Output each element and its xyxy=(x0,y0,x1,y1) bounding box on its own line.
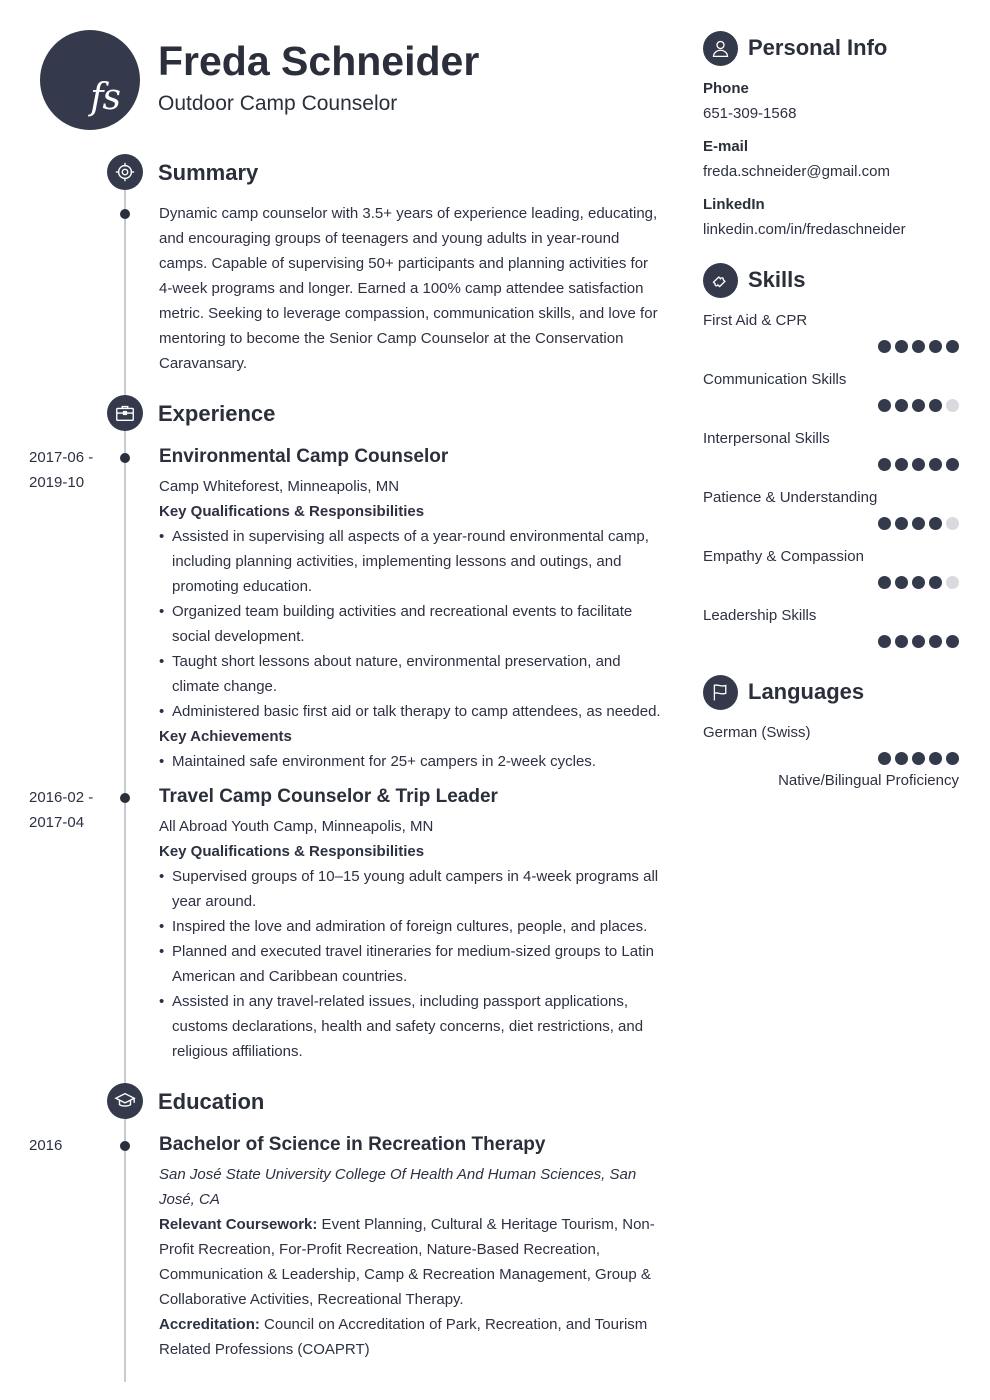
skill-rating xyxy=(878,399,959,412)
rating-dot-filled xyxy=(912,635,925,648)
accreditation-label: Accreditation: xyxy=(159,1316,260,1333)
graduation-cap-icon xyxy=(107,1083,143,1119)
email-label: E-mail xyxy=(703,138,749,155)
timeline-dot xyxy=(120,453,130,463)
email-value: freda.schneider@gmail.com xyxy=(703,163,890,180)
job-date: 2017-06 - 2019-10 xyxy=(29,449,94,491)
skill-name: Communication Skills xyxy=(703,371,847,388)
skill-rating xyxy=(878,517,959,530)
accreditation xyxy=(159,1312,664,1362)
personal-info-heading: Personal Info xyxy=(748,35,888,60)
puzzle-icon xyxy=(703,263,738,298)
summary-heading: Summary xyxy=(158,160,259,185)
rating-dot-filled xyxy=(895,458,908,471)
list-item: • Administered basic first aid or talk therapy to camp attendees, as needed. xyxy=(159,699,664,724)
skill-rating xyxy=(878,576,959,589)
timeline-dot xyxy=(120,1141,130,1151)
rating-dot-filled xyxy=(912,576,925,589)
rating-dot-filled xyxy=(929,517,942,530)
rating-dot-filled xyxy=(946,340,959,353)
candidate-name: Freda Schneider xyxy=(158,38,480,84)
avatar xyxy=(40,30,140,130)
list-item: • Maintained safe environment for 25+ campers in 2-week cycles. xyxy=(159,749,664,774)
rating-dot-filled xyxy=(929,752,942,765)
phone-value: 651-309-1568 xyxy=(703,105,797,122)
coursework xyxy=(159,1212,664,1312)
rating-dot-filled xyxy=(929,399,942,412)
rating-dot-filled xyxy=(895,399,908,412)
list-item: • Taught short lessons about nature, environmental preservation, and climate change. xyxy=(159,649,664,699)
education-details xyxy=(159,1162,664,1362)
experience-heading: Experience xyxy=(158,401,276,426)
rating-dot-filled xyxy=(878,458,891,471)
user-icon xyxy=(703,31,738,66)
skill-rating xyxy=(878,458,959,471)
rating-dot-filled xyxy=(912,340,925,353)
timeline-dot xyxy=(120,793,130,803)
job-details xyxy=(159,814,664,1064)
skill-name: Interpersonal Skills xyxy=(703,430,830,447)
language-proficiency: Native/Bilingual Proficiency xyxy=(778,772,959,789)
rating-dot-filled xyxy=(912,458,925,471)
skill-rating xyxy=(878,340,959,353)
job-title: Travel Camp Counselor & Trip Leader xyxy=(159,786,498,807)
education-heading: Education xyxy=(158,1089,265,1114)
linkedin-value: linkedin.com/in/fredaschneider xyxy=(703,221,906,238)
rating-dot-filled xyxy=(895,752,908,765)
rating-dot-filled xyxy=(878,635,891,648)
skill-name: Empathy & Compassion xyxy=(703,548,864,565)
rating-dot-filled xyxy=(895,517,908,530)
list-item: • Inspired the love and admiration of foreign cultures, people, and places. xyxy=(159,914,664,939)
briefcase-icon xyxy=(107,395,143,431)
skills-heading: Skills xyxy=(748,267,806,292)
language-rating xyxy=(878,752,959,765)
rating-dot-filled xyxy=(929,635,942,648)
skill-name: Leadership Skills xyxy=(703,607,817,624)
qualifications-heading: Key Qualifications & Responsibilities xyxy=(159,503,425,520)
timeline-line xyxy=(124,170,126,1382)
responsibilities-list xyxy=(159,864,664,1064)
rating-dot-filled xyxy=(895,635,908,648)
flag-icon xyxy=(703,675,738,710)
job-company: Camp Whiteforest, Minneapolis, MN xyxy=(159,478,400,495)
rating-dot-filled xyxy=(946,635,959,648)
rating-dot-empty xyxy=(946,399,959,412)
rating-dot-filled xyxy=(929,576,942,589)
list-item: • Assisted in any travel-related issues, including passport applications, customs declarations, health and safety concerns, diet restrictions, and religious affiliations. xyxy=(159,989,664,1064)
coursework-label: Relevant Coursework: xyxy=(159,1216,318,1233)
job-company: All Abroad Youth Camp, Minneapolis, MN xyxy=(159,818,434,835)
rating-dot-empty xyxy=(946,517,959,530)
rating-dot-filled xyxy=(912,517,925,530)
achievements-list xyxy=(159,749,664,774)
accreditation-text: Council on Accreditation of Park, Recreation, and Tourism Related Professions (COAPRT) xyxy=(159,1316,648,1358)
education-date: 2016 xyxy=(29,1137,63,1154)
rating-dot-empty xyxy=(946,576,959,589)
rating-dot-filled xyxy=(878,340,891,353)
rating-dot-filled xyxy=(878,399,891,412)
timeline-dot xyxy=(120,209,130,219)
job-title: Environmental Camp Counselor xyxy=(159,446,449,467)
job-date: 2016-02 - 2017-04 xyxy=(29,789,94,831)
coursework-text: Event Planning, Cultural & Heritage Tourism, Non-Profit Recreation, For-Profit Recreation, Nature-Based Recreation, Communication & Leadership, Camp & Recreation Management, Group & Collaborative Activities, Recreational Therapy. xyxy=(159,1216,655,1308)
rating-dot-filled xyxy=(929,340,942,353)
rating-dot-filled xyxy=(878,517,891,530)
skill-name: Patience & Understanding xyxy=(703,489,878,506)
responsibilities-list xyxy=(159,524,664,724)
rating-dot-filled xyxy=(912,399,925,412)
achievements-heading: Key Achievements xyxy=(159,728,292,745)
rating-dot-filled xyxy=(946,458,959,471)
phone-label: Phone xyxy=(703,80,749,97)
skill-rating xyxy=(878,635,959,648)
candidate-title: Outdoor Camp Counselor xyxy=(158,92,398,115)
avatar-initials: fs xyxy=(90,77,120,118)
target-icon xyxy=(107,154,143,190)
degree-title: Bachelor of Science in Recreation Therapy xyxy=(159,1134,546,1155)
qualifications-heading: Key Qualifications & Responsibilities xyxy=(159,843,425,860)
rating-dot-filled xyxy=(895,340,908,353)
linkedin-label: LinkedIn xyxy=(703,196,765,213)
rating-dot-filled xyxy=(895,576,908,589)
rating-dot-filled xyxy=(946,752,959,765)
rating-dot-filled xyxy=(929,458,942,471)
skill-name: First Aid & CPR xyxy=(703,312,808,329)
list-item: • Planned and executed travel itineraries for medium-sized groups to Latin American and Caribbean countries. xyxy=(159,939,664,989)
language-name: German (Swiss) xyxy=(703,724,811,741)
rating-dot-filled xyxy=(912,752,925,765)
list-item: • Organized team building activities and recreational events to facilitate social development. xyxy=(159,599,664,649)
school-name: San José State University College Of Health And Human Sciences, San José, CA xyxy=(159,1166,637,1208)
job-details xyxy=(159,474,664,774)
languages-heading: Languages xyxy=(748,679,865,704)
list-item: • Supervised groups of 10–15 young adult campers in 4-week programs all year around. xyxy=(159,864,664,914)
rating-dot-filled xyxy=(878,576,891,589)
summary-text: Dynamic camp counselor with 3.5+ years of experience leading, educating, and encouraging groups of teenagers and young adults in year-round camps. Capable of supervising 50+ participants and planning activities for 4-week programs and longer. Earned a 100% camp attendee satisfaction metric. Seeking to leverage compassion, communication skills, and love for mentoring to become the Senior Camp Counselor at the Conservation Caravansary. xyxy=(159,205,658,372)
rating-dot-filled xyxy=(878,752,891,765)
list-item: • Assisted in supervising all aspects of a year-round environmental camp, including planning activities, implementing lessons and outings, and promoting education. xyxy=(159,524,664,599)
